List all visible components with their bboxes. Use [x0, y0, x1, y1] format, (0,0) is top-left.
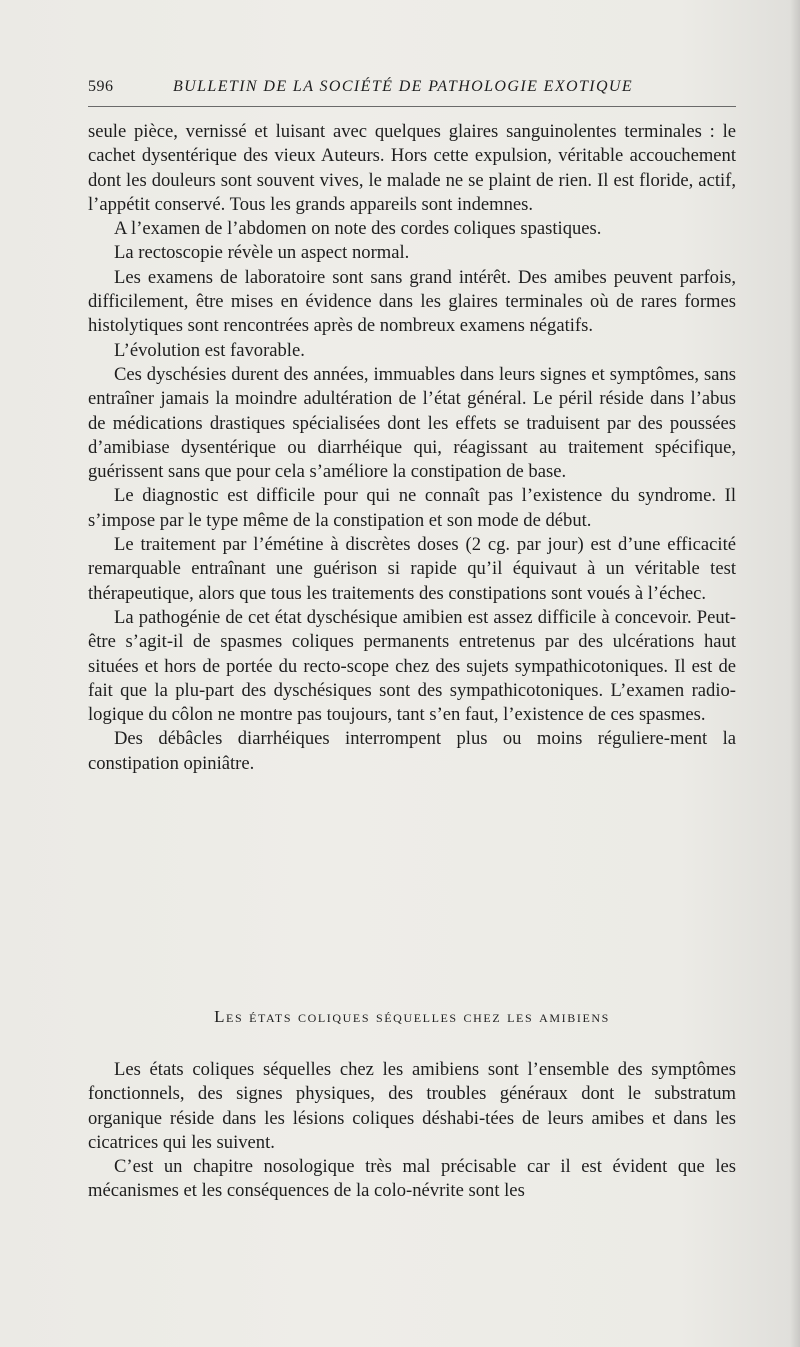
paragraph: Les examens de laboratoire sont sans grand intérêt. Des amibes peuvent parfois, difficilement, être mises en évidence dans les glaires terminales où de rares formes histolytiques sont rencontrées après de nombreux examens négatifs. — [88, 266, 736, 337]
paragraph: Les états coliques séquelles chez les amibiens sont l’ensemble des symptômes fonctionnels, des signes physiques, des troubles généraux dont le substratum organique réside dans les lésions coliques déshabi-tées de leurs amibes et dans les cicatrices qui les suivent. — [88, 1059, 736, 1153]
paragraph: Des débâcles diarrhéiques interrompent plus ou moins réguliere-ment la constipation opiniâtre. — [88, 728, 736, 774]
paragraph: La rectoscopie révèle un aspect normal. — [114, 242, 410, 264]
page-header — [88, 78, 736, 100]
paragraph: Le traitement par l’émétine à discrètes doses (2 cg. par jour) est d’une efficacité remarquable entraînant une guérison si rapide qu’il équivaut à un véritable test thérapeutique, alors que tous les traitements des constipations sont voués à l’échec. — [88, 534, 736, 604]
paragraph: L’évolution est favorable. — [114, 339, 305, 361]
paragraph: seule pièce, vernissé et luisant avec quelques glaires sanguinolentes terminales : le cachet dysentérique des vieux Auteurs. Hors cette expulsion, véritable accouchement dont les douleurs sont souvent vives, le malade ne se plaint de rien. Il est floride, actif, l’appétit conservé. Tous les grands appareils sont indemnes. — [88, 121, 736, 215]
main-text — [88, 120, 736, 776]
running-title: BULLETIN DE LA SOCIÉTÉ DE PATHOLOGIE EXOTIQUE — [173, 78, 634, 95]
section-text — [88, 1058, 736, 1204]
paragraph: Le diagnostic est difficile pour qui ne connaît pas l’existence du syndrome. Il s’impose par le type même de la constipation et son mode de début. — [88, 485, 736, 531]
page-number: 596 — [88, 78, 114, 95]
paragraph: La pathogénie de cet état dyschésique amibien est assez difficile à concevoir. Peut-être s’agit-il de spasmes coliques permanents entretenus par des ulcérations haut situées et hors de portée du recto-scope chez des sujets sympathicotoniques. Il est de fait que la plu-part des dyschésiques sont des sympathicotoniques. L’examen radio-logique du côlon ne montre pas toujours, tant s’en faut, l’existence de ces spasmes. — [88, 606, 736, 726]
page-edge-shadow — [790, 0, 800, 1347]
paragraph: Ces dyschésies durent des années, immuables dans leurs signes et symptômes, sans entraîner jamais la moindre adultération de l’état général. Le péril réside dans l’abus de médications drastiques spécialisées dont les effets se traduisent par des poussées d’amibiase dysentérique ou diarrhéique qui, réagissant au traitement spécifique, guérissent sans que pour cela s’améliore la constipation de base. — [88, 363, 736, 483]
paragraph: C’est un chapitre nosologique très mal précisable car il est évident que les mécanismes et les conséquences de la colo-névrite sont les — [88, 1156, 736, 1202]
header-rule — [88, 106, 736, 107]
section-heading: Les états coliques séquelles chez les amibiens — [214, 1007, 610, 1026]
paragraph: A l’examen de l’abdomen on note des cordes coliques spastiques. — [114, 218, 602, 240]
